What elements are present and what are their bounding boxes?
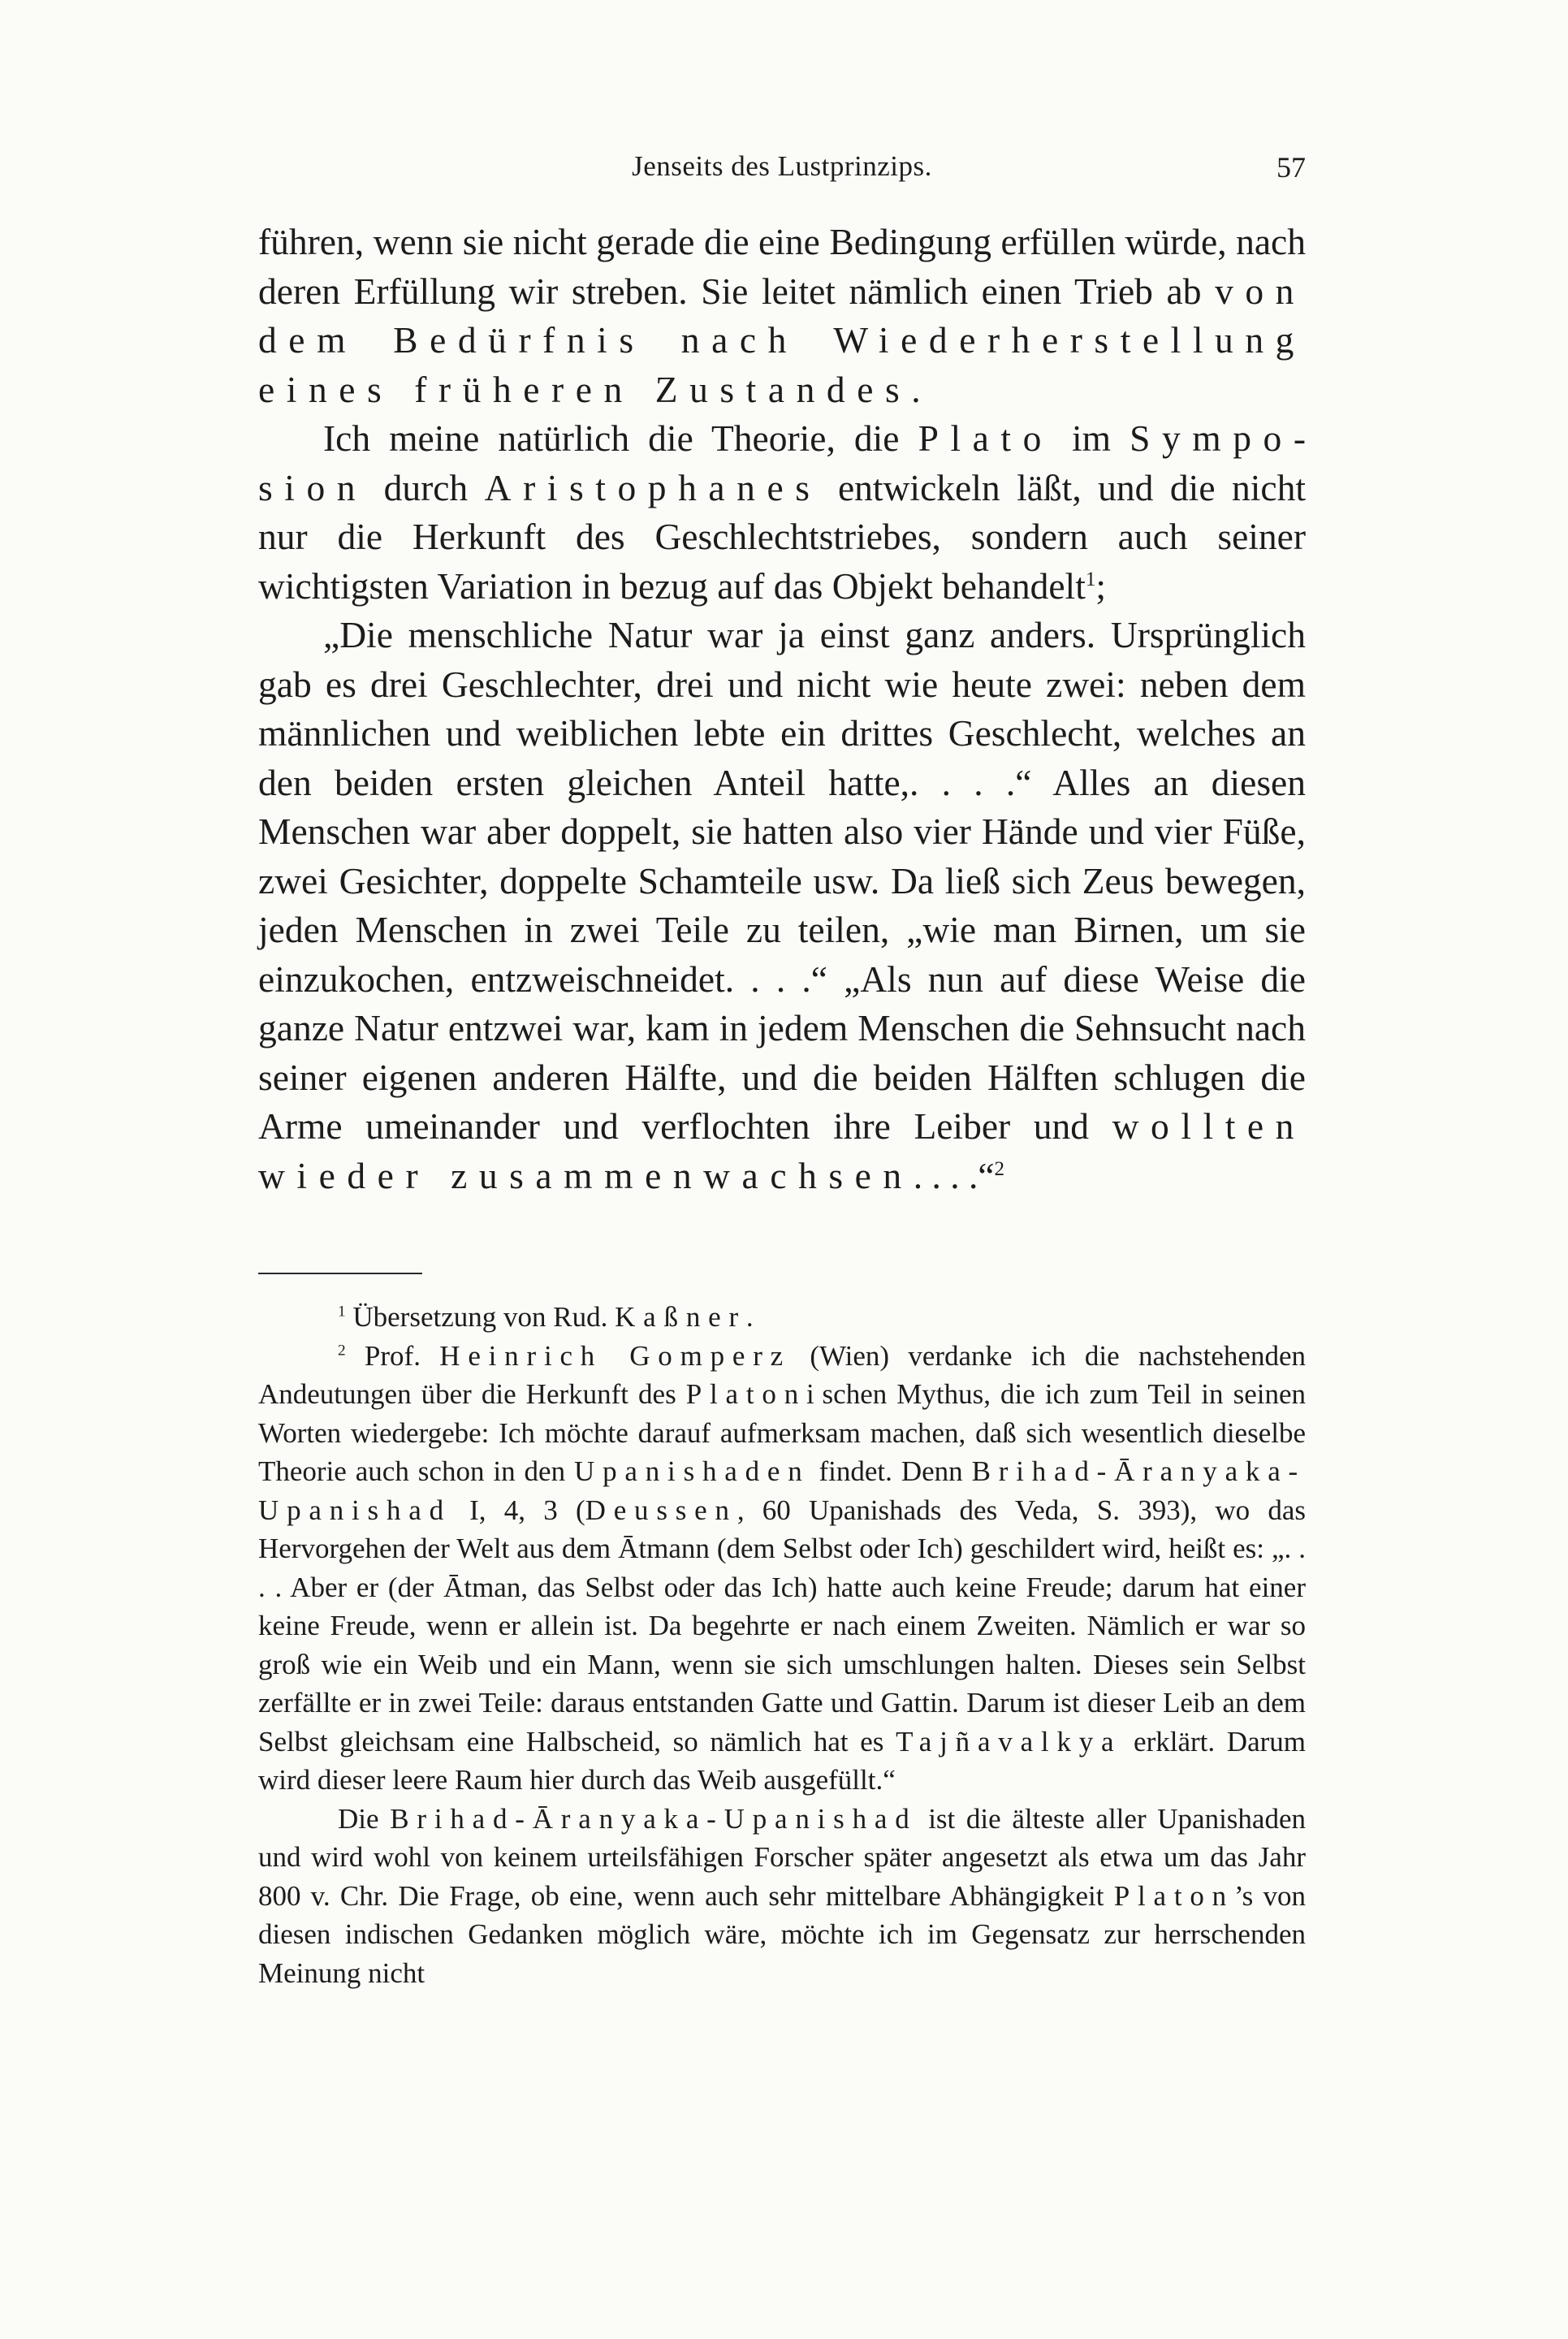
paragraph-1: führen, wenn sie nicht gerade die eine Bedingung erfüllen würde, nach deren Erfüllung wir streben. Sie leitet nämlich einen Trieb ab von dem Bedürfnis nach Wiederherstellung eines früheren Zustandes. [258,221,1306,410]
footnote-ref-1: 1 [1085,568,1096,590]
running-head: Jenseits des Lustprinzips. [632,150,932,182]
spaced-emphasis: von dem Bedürfnis nach Wiederherstellung eines früheren Zustandes [258,270,1306,410]
footnote-divider [258,1273,422,1274]
spaced-emphasis: wollten wieder zusammenwachsen [258,1105,1306,1196]
footnote-2: $^2$ Prof. Heinrich Gomperz (Wien) verdanke ich die nachstehenden Andeutungen über die Herkunft des Platonischen Mythus, die ich zum Teil in seinen Worten wiedergebe: Ich möchte darauf aufmerksam machen, daß sich wesentlich dieselbe Theorie auch schon in den Upanishaden findet. Denn Brihad-Āranyaka-Upanishad I, 4, 3 (Deussen, 60 Upanishads des Veda, S. 393), wo das Hervorgehen der Welt aus dem Ātmann (dem Selbst oder Ich) geschildert wird, heißt es: „. . . . Aber er (der Ātman, das Selbst oder das Ich) hatte auch keine Freude; darum hat einer keine Freude, wenn er allein ist. Da begehrte er nach einem Zweiten. Nämlich er war so groß wie ein Weib und ein Mann, wenn sie sich umschlungen halten. Dieses sein Selbst zerfällte er in zwei Teile: daraus entstanden Gatte und Gattin. Darum ist dieser Leib an dem Selbst gleichsam eine Halbscheid, so nämlich hat es Tajñavalkya erklärt. Darum wird dieser leere Raum hier durch das Weib ausgefüllt.“ [258,1339,1307,1796]
footnote-1: $^1$ Übersetzung von Rud. Kaßner. [338,1301,754,1333]
name-aristophanes: Aristophanes [484,466,822,508]
footnote-ref-2: 2 [994,1157,1005,1180]
title-symposion: Symposion [258,417,1306,508]
footnotes [258,1298,1306,1992]
paragraph-2: Ich meine natürlich die Theorie, die Plato im Symposion durch Aristophanes entwickeln läßt, und die nicht nur die Herkunft des Geschlechtstriebes, sondern auch seiner wichtigsten Variation in bezug auf das Objekt behandelt$^1$; [258,417,1306,607]
paragraph-3: „Die menschliche Natur war ja einst ganz anders. Ursprünglich gab es drei Geschlechter, drei und nicht wie heute zwei: neben dem männlichen und weiblichen lebte ein drittes Geschlecht, welches an den beiden ersten gleichen Anteil hatte,. . . .“ Alles an diesen Menschen war aber doppelt, sie hatten also vier Hände und vier Füße, zwei Gesichter, doppelte Schamteile usw. Da ließ sich Zeus bewegen, jeden Menschen in zwei Teile zu teilen, „wie man Birnen, um sie einzukochen, entzweischneidet. . . .“ „Als nun auf diese Weise die ganze Natur entzwei war, kam in jedem Menschen die Sehnsucht nach seiner eigenen anderen Hälfte, und die beiden Hälften schlugen die Arme umeinander und verflochten ihre Leiber und wollten wieder zusammenwachsen. . . .“$^2$ [258,614,1306,1196]
page-header [258,150,1306,191]
footnote-2-continued: Die Brihad-Āranyaka-Upanishad ist die älteste aller Upanishaden und wird wohl von keinem urteilsfähigen Forscher später angesetzt als etwa um das Jahr 800 v. Chr. Die Frage, ob eine, wenn auch sehr mittelbare Abhängigkeit Platon’s von diesen indischen Gedanken möglich wäre, möchte ich im Gegensatz zur herrschenden Meinung nicht [258,1802,1306,1989]
page-number: 57 [1276,151,1306,184]
name-plato: Plato [918,417,1053,459]
main-text [258,218,1306,1200]
